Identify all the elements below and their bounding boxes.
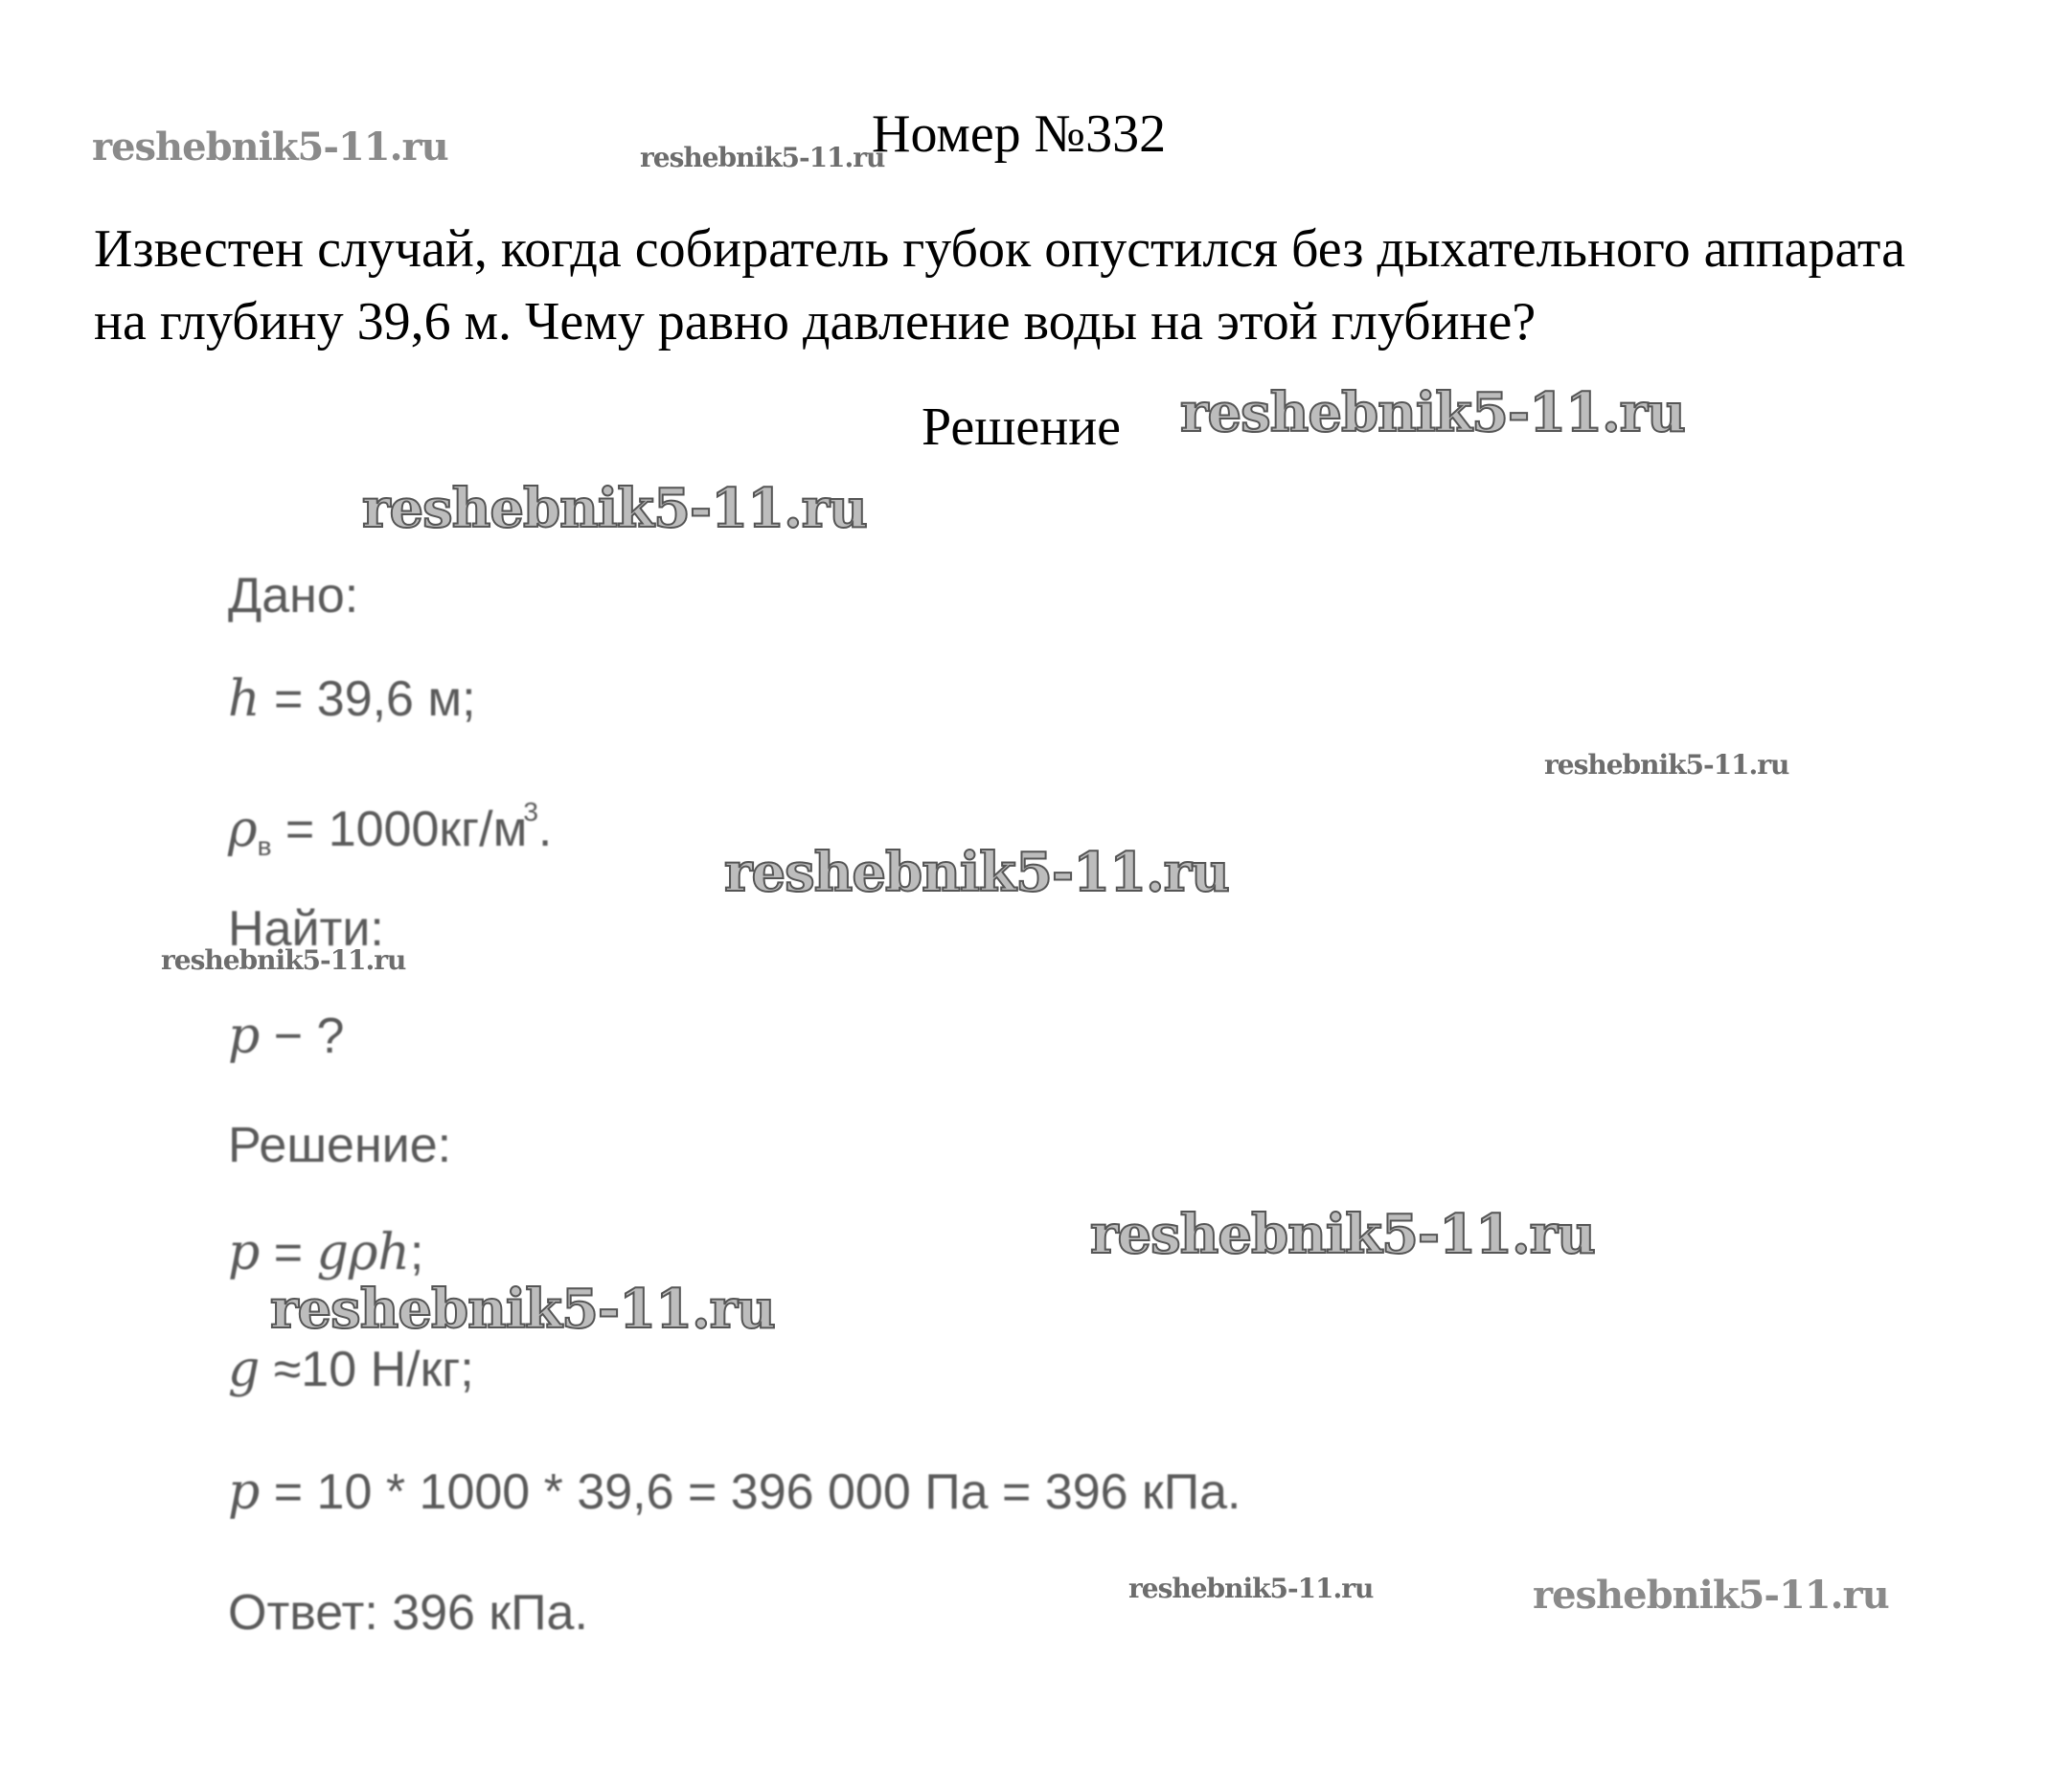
watermark: reshebnik5-11.ru (640, 142, 885, 173)
task-title: Номер №332 (872, 104, 1167, 164)
watermark: reshebnik5-11.ru (724, 841, 1229, 904)
rho-value: = 1000кг/м (285, 802, 528, 857)
find-variable: p (228, 1008, 261, 1065)
watermark: reshebnik5-11.ru (1090, 1203, 1595, 1266)
watermark: reshebnik5-11.ru (270, 1278, 775, 1341)
h-value: = 39,6 м; (273, 671, 476, 727)
rho-variable: ρ (228, 801, 258, 858)
g-value: ≈10 Н/кг; (260, 1342, 474, 1397)
formula-variable: p (228, 1224, 261, 1281)
formula-equals: = (260, 1225, 317, 1281)
find-rest: − ? (260, 1009, 345, 1064)
answer-line: Ответ: 396 кПа. (228, 1585, 588, 1641)
find-label: Найти: (228, 901, 384, 957)
calc-value: = 10 * 1000 * 39,6 = 396 000 Па = 396 кПа. (260, 1464, 1241, 1520)
watermark: reshebnik5-11.ru (1128, 1573, 1374, 1604)
calc-line (228, 1463, 1241, 1521)
formula-end: ; (409, 1225, 424, 1281)
find-p (228, 1008, 344, 1065)
rho-end: . (537, 802, 553, 857)
formula-line (228, 1224, 423, 1281)
calc-variable: p (228, 1463, 261, 1521)
given-label: Дано: (228, 568, 359, 623)
rho-superscript: 3 (523, 797, 538, 827)
given-h (228, 670, 476, 728)
watermark: reshebnik5-11.ru (1533, 1573, 1889, 1618)
watermark: reshebnik5-11.ru (161, 944, 406, 976)
task-text: Известен случай, когда собиратель губок опустился без дыхательного аппарата на глубину 39,6 м. Чему равно давление воды на этой глубине? (94, 219, 1905, 351)
solution-heading: Решение (922, 397, 1122, 457)
solution-label: Решение: (228, 1118, 452, 1173)
g-variable: g (228, 1341, 261, 1398)
watermark: reshebnik5-11.ru (92, 125, 448, 170)
h-variable: h (228, 670, 261, 728)
watermark: reshebnik5-11.ru (362, 477, 867, 540)
rho-subscript: в (257, 831, 272, 861)
g-line (228, 1341, 474, 1398)
watermark: reshebnik5-11.ru (1544, 749, 1789, 781)
watermark: reshebnik5-11.ru (1180, 381, 1685, 444)
given-rho (228, 783, 552, 875)
formula-expression: gρh (316, 1224, 410, 1281)
